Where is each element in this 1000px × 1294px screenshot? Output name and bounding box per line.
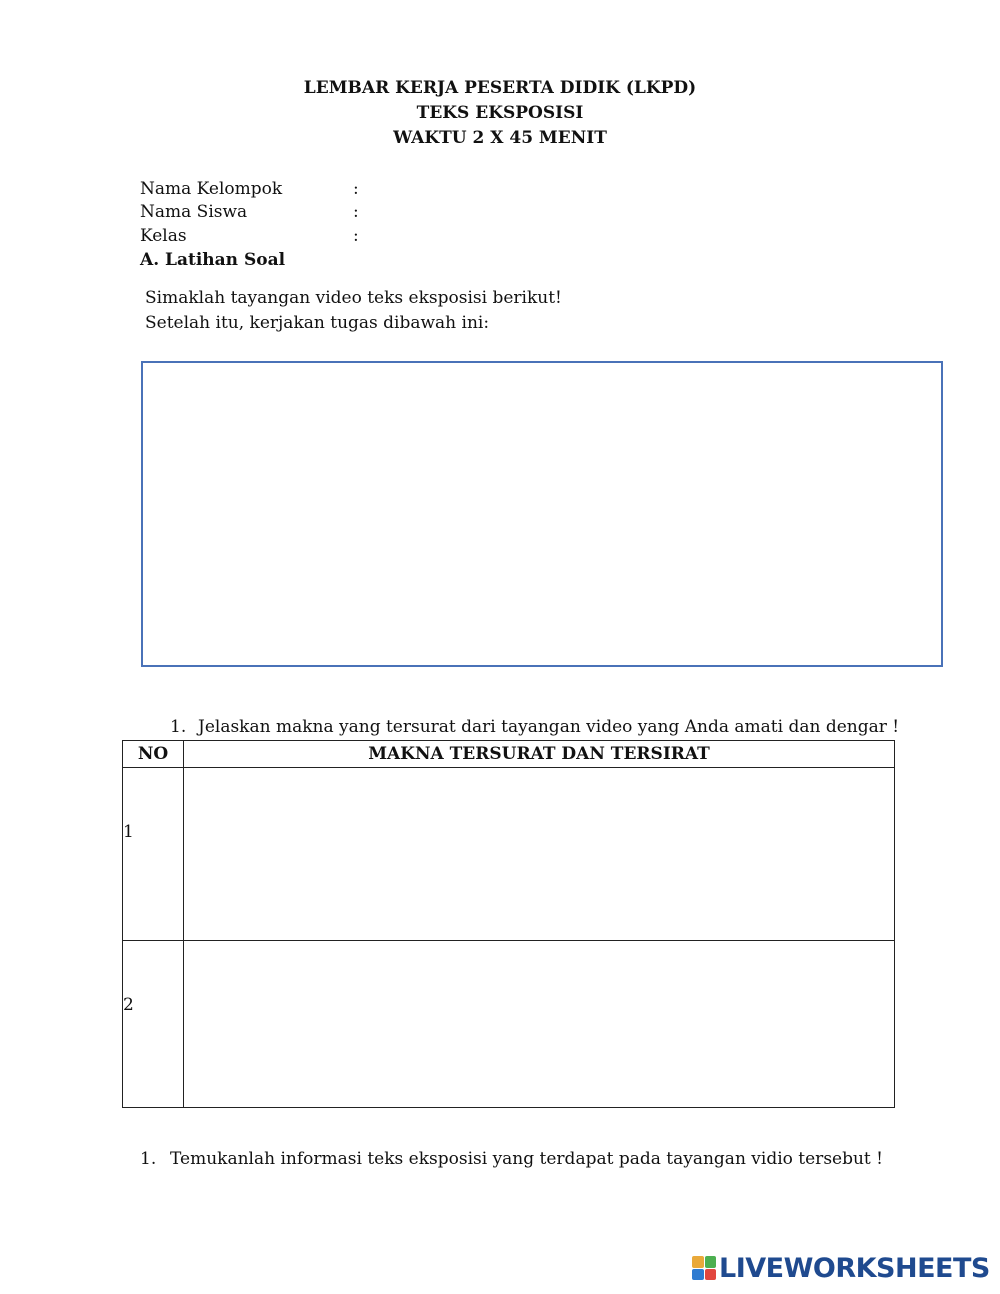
table-row [123, 941, 895, 1108]
brand-name: LIVEWORKSHEETS [719, 1252, 990, 1284]
row-number-cell [123, 768, 184, 941]
brand-logo [692, 1253, 990, 1283]
field-separator: : [353, 226, 359, 246]
table-header-row [123, 741, 895, 768]
field-separator: : [353, 179, 359, 199]
answer-table [122, 740, 895, 1108]
instruction-line: Simaklah tayangan video teks eksposisi berikut! [145, 288, 562, 308]
row-number-cell [123, 941, 184, 1108]
field-label-nama-siswa: Nama Siswa [140, 202, 248, 222]
field-label-nama-kelompok: Nama Kelompok [140, 179, 283, 199]
worksheet-title: LEMBAR KERJA PESERTA DIDIK (LKPD) [303, 78, 697, 98]
question-1 [170, 715, 899, 739]
answer-cell[interactable] [184, 941, 895, 1108]
column-header-makna: MAKNA TERSURAT DAN TERSIRAT [184, 741, 895, 768]
answer-cell[interactable] [184, 768, 895, 941]
section-title: A. Latihan Soal [140, 250, 286, 270]
question-2 [140, 1147, 883, 1171]
worksheet-duration: WAKTU 2 X 45 MENIT [393, 128, 607, 148]
column-header-no: NO [123, 741, 184, 768]
question-number: 1. [140, 1149, 157, 1169]
row-number: 1 [123, 822, 134, 842]
field-label-kelas: Kelas [140, 226, 187, 246]
question-text: Temukanlah informasi teks eksposisi yang terdapat pada tayangan vidio tersebut ! [170, 1149, 883, 1169]
worksheet-subtitle: TEKS EKSPOSISI [416, 103, 584, 123]
row-number: 2 [123, 995, 134, 1015]
video-frame[interactable] [141, 361, 943, 667]
instruction-line: Setelah itu, kerjakan tugas dibawah ini: [145, 313, 490, 333]
field-separator: : [353, 202, 359, 222]
question-number: 1. [170, 717, 187, 737]
liveworksheets-logo-icon [692, 1256, 716, 1280]
question-text: Jelaskan makna yang tersurat dari tayangan video yang Anda amati dan dengar ! [198, 717, 900, 737]
table-row [123, 768, 895, 941]
